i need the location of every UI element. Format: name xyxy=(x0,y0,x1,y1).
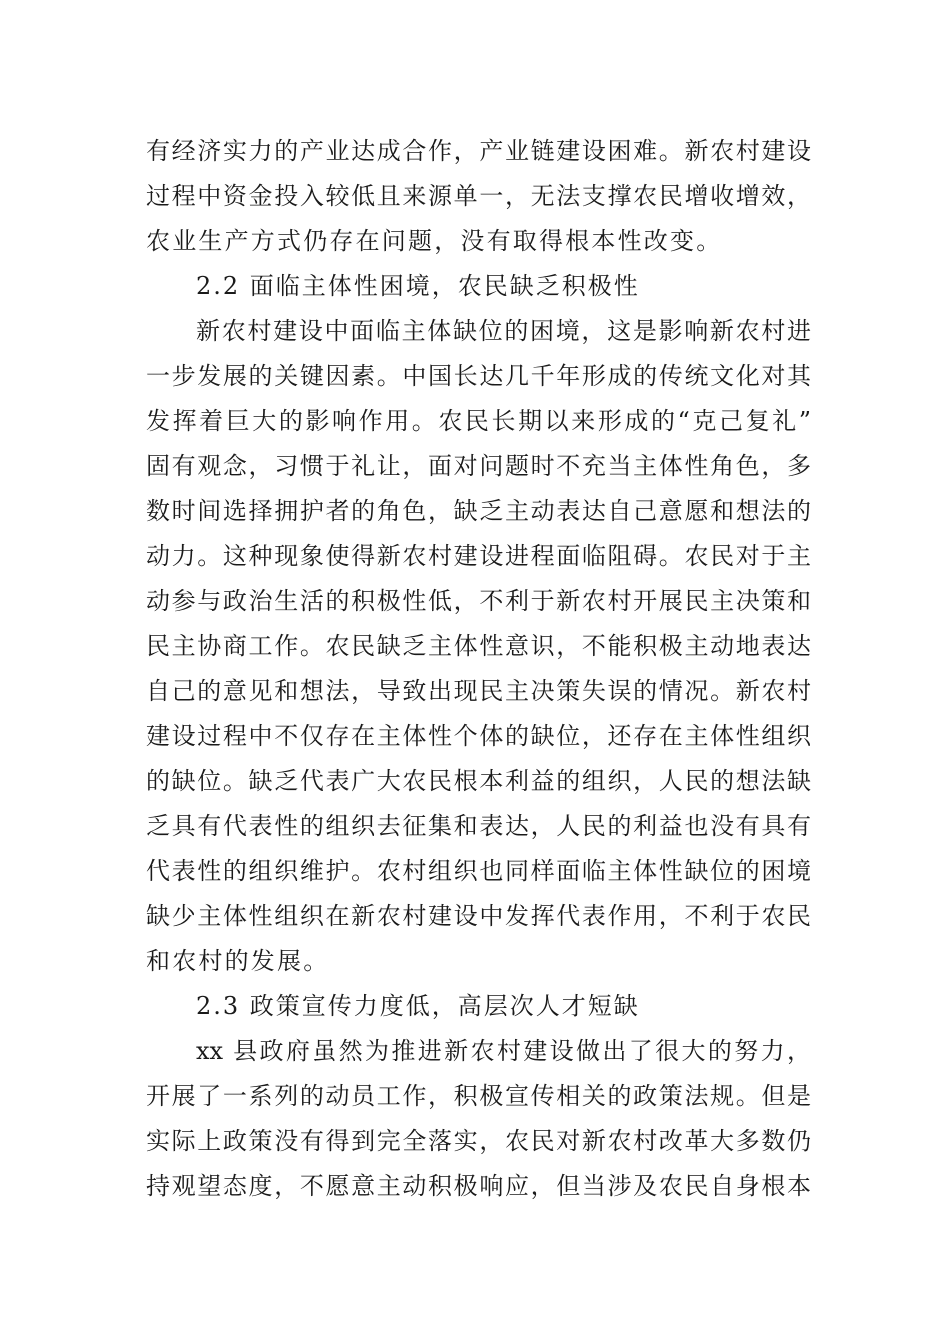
paragraph-line: 动参与政治生活的积极性低，不利于新农村开展民主决策和 xyxy=(146,587,811,615)
paragraph-line: 农业生产方式仍存在问题，没有取得根本性改变。 xyxy=(146,227,723,255)
paragraph-line: 数时间选择拥护者的角色，缺乏主动表达自己意愿和想法的 xyxy=(146,497,811,525)
section-heading-2-2: 2.2 面临主体性困境，农民缺乏积极性 xyxy=(196,272,640,300)
paragraph-line: 固有观念，习惯于礼让，面对问题时不充当主体性角色，多 xyxy=(146,452,811,480)
paragraph-line: 民主协商工作。农民缺乏主体性意识，不能积极主动地表达 xyxy=(146,632,811,660)
paragraph-line: 缺少主体性组织在新农村建设中发挥代表作用，不利于农民 xyxy=(146,902,811,930)
paragraph-line: 实际上政策没有得到完全落实，农民对新农村改革大多数仍 xyxy=(146,1127,811,1155)
paragraph-line: 一步发展的关键因素。中国长达几千年形成的传统文化对其 xyxy=(146,362,811,390)
paragraph-line: xx 县政府虽然为推进新农村建设做出了很大的努力， xyxy=(196,1037,811,1065)
paragraph-line: 代表性的组织维护。农村组织也同样面临主体性缺位的困境 xyxy=(146,857,811,885)
paragraph-line: 有经济实力的产业达成合作，产业链建设困难。新农村建设 xyxy=(146,137,811,165)
paragraph-line: 持观望态度，不愿意主动积极响应，但当涉及农民自身根本 xyxy=(146,1172,811,1200)
paragraph-line: 新农村建设中面临主体缺位的困境，这是影响新农村进 xyxy=(196,317,811,345)
paragraph-line: 过程中资金投入较低且来源单一，无法支撑农民增收增效， xyxy=(146,182,811,210)
paragraph-line: 建设过程中不仅存在主体性个体的缺位，还存在主体性组织 xyxy=(146,722,811,750)
paragraph-line: 的缺位。缺乏代表广大农民根本利益的组织，人民的想法缺 xyxy=(146,767,811,795)
section-heading-2-3: 2.3 政策宣传力度低，高层次人才短缺 xyxy=(196,992,640,1020)
paragraph-line: 乏具有代表性的组织去征集和表达，人民的利益也没有具有 xyxy=(146,812,811,840)
paragraph-line: 自己的意见和想法，导致出现民主决策失误的情况。新农村 xyxy=(146,677,811,705)
paragraph-line: 开展了一系列的动员工作，积极宣传相关的政策法规。但是 xyxy=(146,1082,811,1110)
paragraph-line: 和农村的发展。 xyxy=(146,947,330,975)
paragraph-line: 发挥着巨大的影响作用。农民长期以来形成的“克己复礼” xyxy=(146,407,811,435)
paragraph-line: 动力。这种现象使得新农村建设进程面临阻碍。农民对于主 xyxy=(146,542,811,570)
